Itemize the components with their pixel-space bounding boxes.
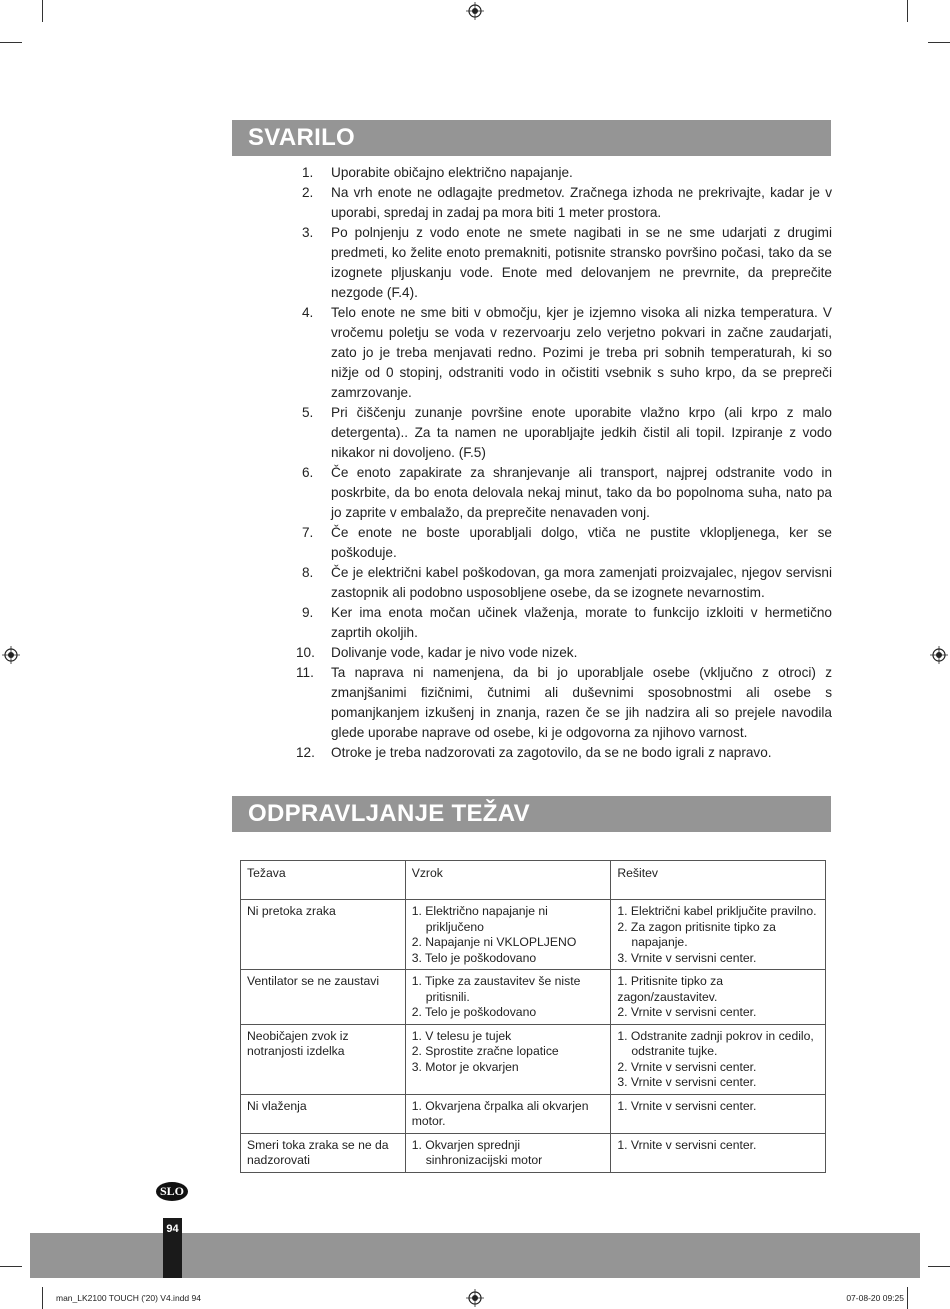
- cell-text: 2. Vrnite v servisni center.: [617, 1059, 757, 1074]
- cell-text: 3. Motor je okvarjen: [411, 1059, 519, 1074]
- list-item-number: 5.: [302, 405, 314, 420]
- cell-text: Smeri toka zraka se ne da nadzorovati: [247, 1137, 389, 1167]
- cell-text: 1. Vrnite v servisni center.: [617, 1098, 757, 1113]
- list-item-text: Če je električni kabel poškodovan, ga mora zamenjati proizvajalec, njegov servisni zastopnik ali podobno usposobljene osebe, da se izognete nevarnostim.: [331, 565, 832, 600]
- crop-mark: [907, 0, 908, 22]
- list-item-number: 3.: [302, 225, 314, 240]
- cell-text: 1. Električni kabel priključite pravilno.: [617, 904, 817, 918]
- list-item: [296, 303, 832, 403]
- list-item-number: 7.: [302, 525, 314, 540]
- cell-text: Ni pretoka zraka: [247, 904, 336, 918]
- print-slug-file: man_LK2100 TOUCH ('20) V4.indd 94: [56, 1293, 201, 1303]
- list-item-text: Če enote ne boste uporabljali dolgo, vtiča ne pustite vklopljenega, ker se poškoduje.: [331, 525, 832, 560]
- list-item-number: 8.: [302, 565, 314, 580]
- cell-text: 1. Odstranite zadnji pokrov in cedilo, odstranite tujke.: [617, 1028, 814, 1058]
- cell-cause: [405, 1133, 611, 1172]
- list-item-text: Ker ima enota močan učinek vlaženja, morate to funkcijo izkloiti v hermetično zaprtih okoljih.: [331, 605, 832, 640]
- list-item-number: 6.: [302, 465, 314, 480]
- list-item-text: Ta naprava ni namenjena, da bi jo uporabljale osebe (vključno z otroci) z zmanjšanimi fizičnimi, čutnimi ali duševnimi sposobnostmi ali osebe s pomanjkanjem izkušenj in znanja, razen če se jih nadzira ali so prejele navodila glede uporabe naprave od osebe, ki je odgovorna za njihovo varnost.: [331, 665, 832, 740]
- table-row: [241, 1024, 826, 1094]
- cell-problem: [241, 900, 406, 970]
- column-header-solution: Rešitev: [611, 861, 826, 900]
- crop-mark: [42, 0, 43, 22]
- column-header-cause: Vzrok: [405, 861, 611, 900]
- table-header-row: [241, 861, 826, 900]
- troubleshooting-table: [240, 860, 826, 1173]
- list-item: [296, 403, 832, 463]
- cell-text: Ventilator se ne zaustavi: [247, 974, 380, 988]
- cell-problem: [241, 1024, 406, 1094]
- registration-mark-icon: [466, 1289, 484, 1307]
- registration-mark-icon: [2, 646, 20, 664]
- cell-text: Ni vlaženja: [247, 1098, 307, 1113]
- list-item: [296, 663, 832, 743]
- registration-mark-icon: [466, 2, 484, 20]
- cell-problem: [241, 1133, 406, 1172]
- list-item: [296, 223, 832, 303]
- cell-solution: [611, 1133, 826, 1172]
- list-item-text: Pri čiščenju zunanje površine enote uporabite vlažno krpo (ali krpo z malo detergenta).. Za ta namen ne uporabljajte jedkih čistil ali topil. Izpiranje z vodo nikakor ni dovoljeno. (F.5): [331, 405, 832, 460]
- cell-text: 2. Za zagon pritisnite tipko za napajanje.: [617, 919, 776, 949]
- list-item: [296, 563, 832, 603]
- cell-problem: [241, 970, 406, 1025]
- list-item: [296, 463, 832, 523]
- cell-cause: [405, 970, 611, 1025]
- cell-solution: [611, 1024, 826, 1094]
- cell-text: 1. Okvarjen sprednji sinhronizacijski motor: [411, 1137, 543, 1167]
- list-item-number: 2.: [302, 185, 314, 200]
- print-slug-date: 07-08-20 09:25: [846, 1293, 904, 1303]
- list-item-text: Po polnjenju z vodo enote ne smete nagibati in se ne sme udarjati z drugimi predmeti, ko želite enoto premakniti, potisnite stransko površino počasi, tako da se izognete pljuskanju vode. Enote med delovanjem ne prevrnite, da preprečite nezgode (F.4).: [331, 225, 832, 300]
- cell-cause: [405, 900, 611, 970]
- cell-text: Neobičajen zvok iz notranjosti izdelka: [247, 1028, 349, 1058]
- list-item: [296, 603, 832, 643]
- cell-text: 3. Telo je poškodovano: [411, 950, 537, 965]
- list-item: [296, 183, 832, 223]
- cell-text: 1. Pritisnite tipko za zagon/zaustavitev.: [617, 974, 724, 1004]
- language-badge: SLO: [156, 1182, 188, 1201]
- column-header-problem: Težava: [241, 861, 406, 900]
- crop-mark: [907, 1287, 908, 1309]
- crop-mark: [0, 1266, 22, 1267]
- cell-text: 3. Vrnite v servisni center.: [617, 1075, 757, 1089]
- cell-text: 3. Vrnite v servisni center.: [617, 950, 757, 965]
- table-row: [241, 1094, 826, 1133]
- cell-text: 1. Vrnite v servisni center.: [617, 1137, 757, 1152]
- section-title-troubleshooting: ODPRAVLJANJE TEŽAV: [232, 796, 831, 832]
- cell-text: 1. Tipke za zaustavitev še niste pritisnili.: [411, 974, 581, 1004]
- list-item-text: Na vrh enote ne odlagajte predmetov. Zračnega izhoda ne prekrivajte, kadar je v uporabi, spredaj in zadaj pa mora biti 1 meter prostora.: [331, 185, 832, 220]
- list-item: [296, 163, 832, 183]
- table-row: [241, 1133, 826, 1172]
- table-row: [241, 900, 826, 970]
- list-item-number: 12.: [296, 745, 315, 760]
- registration-mark-icon: [930, 646, 948, 664]
- crop-mark: [928, 42, 950, 43]
- cell-text: 2. Telo je poškodovano: [411, 1005, 537, 1019]
- table-row: [241, 970, 826, 1025]
- crop-mark: [928, 1266, 950, 1267]
- cell-solution: [611, 970, 826, 1025]
- cell-text: 2. Napajanje ni VKLOPLJENO: [411, 935, 577, 949]
- list-item-text: Dolivanje vode, kadar je nivo vode nizek.: [331, 645, 578, 660]
- cell-cause: [405, 1024, 611, 1094]
- cell-text: 1. V telesu je tujek: [411, 1028, 512, 1043]
- crop-mark: [42, 1287, 43, 1309]
- list-item: [296, 523, 832, 563]
- list-item-text: Če enoto zapakirate za shranjevanje ali transport, najprej odstranite vodo in poskrbite, da bo enota delovala nekaj minut, tako da bo popolnoma suha, nato pa jo zaprite v embalažo, da preprečite nenavaden vonj.: [331, 465, 832, 520]
- section-title-warnings: SVARILO: [232, 120, 831, 156]
- list-item-number: 9.: [302, 605, 314, 620]
- list-item-number: 4.: [302, 305, 314, 320]
- list-item-number: 11.: [296, 665, 314, 680]
- cell-cause: [405, 1094, 611, 1133]
- list-item-number: 10.: [296, 645, 315, 660]
- list-item-text: Otroke je treba nadzorovati za zagotovilo, da se ne bodo igrali z napravo.: [331, 745, 772, 760]
- cell-text: 2. Vrnite v servisni center.: [617, 1005, 757, 1019]
- cell-problem: [241, 1094, 406, 1133]
- list-item-text: Uporabite običajno električno napajanje.: [331, 165, 573, 180]
- crop-mark: [0, 42, 22, 43]
- cell-solution: [611, 1094, 826, 1133]
- list-item: [296, 643, 832, 663]
- warnings-list: [296, 163, 832, 763]
- page-number: 94: [163, 1218, 182, 1278]
- list-item: [296, 743, 832, 763]
- list-item-text: Telo enote ne sme biti v območju, kjer je izjemno visoka ali nizka temperatura. V vročemu poletju se voda v rezervoarju zelo verjetno pokvari in začne zaudarjati, zato jo je treba menjavati redno. Pozimi je treba pri sobnih temperaturah, ki so nižje od 0 stopinj, odstraniti vodo in očistiti vsebnik s suho krpo, da se prepreči zamrzovanje.: [331, 305, 832, 400]
- cell-text: 1. Električno napajanje ni priključeno: [411, 904, 548, 934]
- list-item-number: 1.: [302, 165, 314, 180]
- cell-text: 1. Okvarjena črpalka ali okvarjen motor.: [411, 1098, 589, 1128]
- cell-solution: [611, 900, 826, 970]
- cell-text: 2. Sprostite zračne lopatice: [411, 1044, 559, 1058]
